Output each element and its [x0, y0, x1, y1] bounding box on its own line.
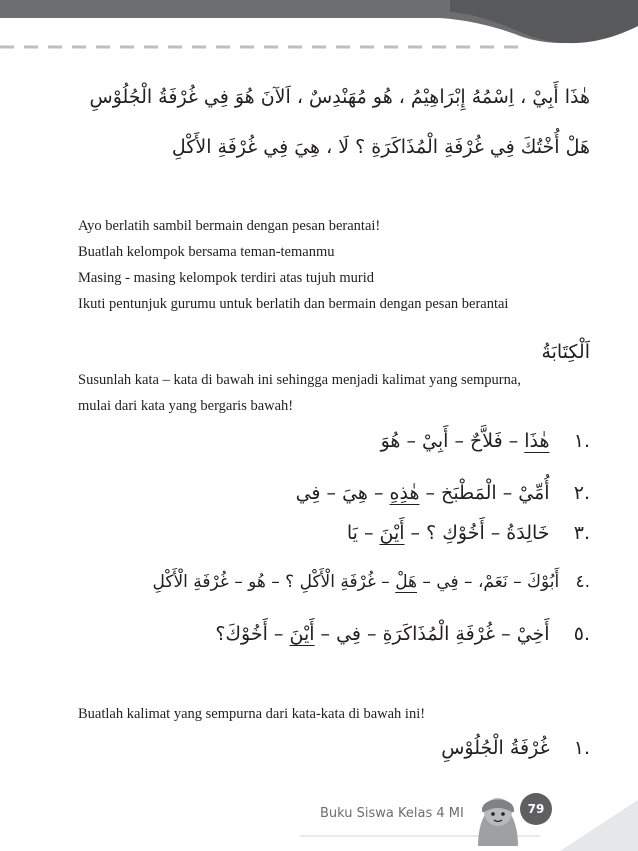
arabic-intro-line-2: هَلْ أُخْتُكَ فِي غُرْفَةِ الْمُذَاكَرَةِ ؟ لَا ، هِيَ فِي غُرْفَةِ الأَكْلِ	[171, 136, 590, 158]
exercise-5	[215, 623, 590, 645]
task2-item-text: غُرْفَةُ الْجُلُوْسِ	[441, 737, 550, 759]
exercise-after: – غُرْفَةِ الْأَكْلِ ؟ – هُو – غُرْفَةِ الْأَكْلِ	[152, 572, 396, 592]
exercise-1	[381, 430, 590, 452]
exercise-number: .٤	[575, 572, 590, 592]
exercise-after: – أَخُوْكَ؟	[215, 623, 290, 645]
exercise-after: – يَا	[346, 522, 380, 544]
exercise-before: أَخِيْ – غُرْفَةِ الْمُذَاكَرَةِ – فِي –	[314, 623, 550, 645]
instruction-line-3: Masing - masing kelompok terdiri atas tujuh murid	[78, 270, 374, 286]
task2-item-1	[441, 737, 590, 759]
exercise-number: .٥	[573, 623, 590, 645]
student-mascot-icon	[470, 786, 526, 846]
exercise-underlined-word: هٰذِهِ	[389, 482, 420, 504]
section-title: اَلْكِتَابَةُ	[541, 341, 590, 363]
book-title: Buku Siswa Kelas 4 MI	[320, 806, 464, 821]
task2-item-number: .١	[573, 737, 590, 759]
exercise-before: أَبُوْكَ – نَعَمْ، – فِي –	[417, 572, 560, 592]
header-band	[0, 0, 638, 60]
exercise-underlined-word: هَلْ	[395, 572, 418, 592]
exercise-underlined-word: أَيْنَ	[289, 623, 315, 645]
instruction-line-2: Buatlah kelompok bersama teman-temanmu	[78, 244, 335, 260]
exercise-3	[347, 522, 590, 544]
exercise-4	[152, 572, 590, 592]
exercise-number: .١	[573, 430, 590, 452]
exercise-underlined-word: هٰذَا	[524, 430, 550, 452]
exercise-after: – فَلاَّحٌ – أَبِيْ – هُوَ	[380, 430, 525, 452]
exercise-2	[296, 482, 590, 504]
instruction-line-1: Ayo berlatih sambil bermain dengan pesan berantai!	[78, 218, 381, 234]
exercise-before: خَالِدَةُ – أَخُوْكِ ؟ –	[404, 522, 550, 544]
exercise-before: أُمِّيْ – الْمَطْبَخ –	[419, 482, 550, 504]
task-text-line-2: mulai dari kata yang bergaris bawah!	[78, 398, 294, 414]
arabic-intro-line-1: هٰذَا أَبِيْ ، اِسْمُهُ إِبْرَاهِيْمُ ، هُو مُهَنْدِسٌ ، اَلآنَ هُوَ فِي غُرْفَةُ الْجُلُوْسِ	[89, 86, 590, 108]
task-text-line-1: Susunlah kata – kata di bawah ini sehingga menjadi kalimat yang sempurna,	[78, 372, 521, 388]
instruction-line-4: Ikuti pentunjuk gurumu untuk berlatih dan bermain dengan pesan berantai	[78, 296, 509, 312]
exercise-underlined-word: أَيْنَ	[379, 522, 405, 544]
exercise-number: .٢	[573, 482, 590, 504]
exercise-after: – هِيَ – فِي	[295, 482, 390, 504]
task2-text: Buatlah kalimat yang sempurna dari kata-kata di bawah ini!	[78, 706, 426, 722]
exercise-number: .٣	[573, 522, 590, 544]
page-number-badge: 79	[520, 793, 552, 825]
